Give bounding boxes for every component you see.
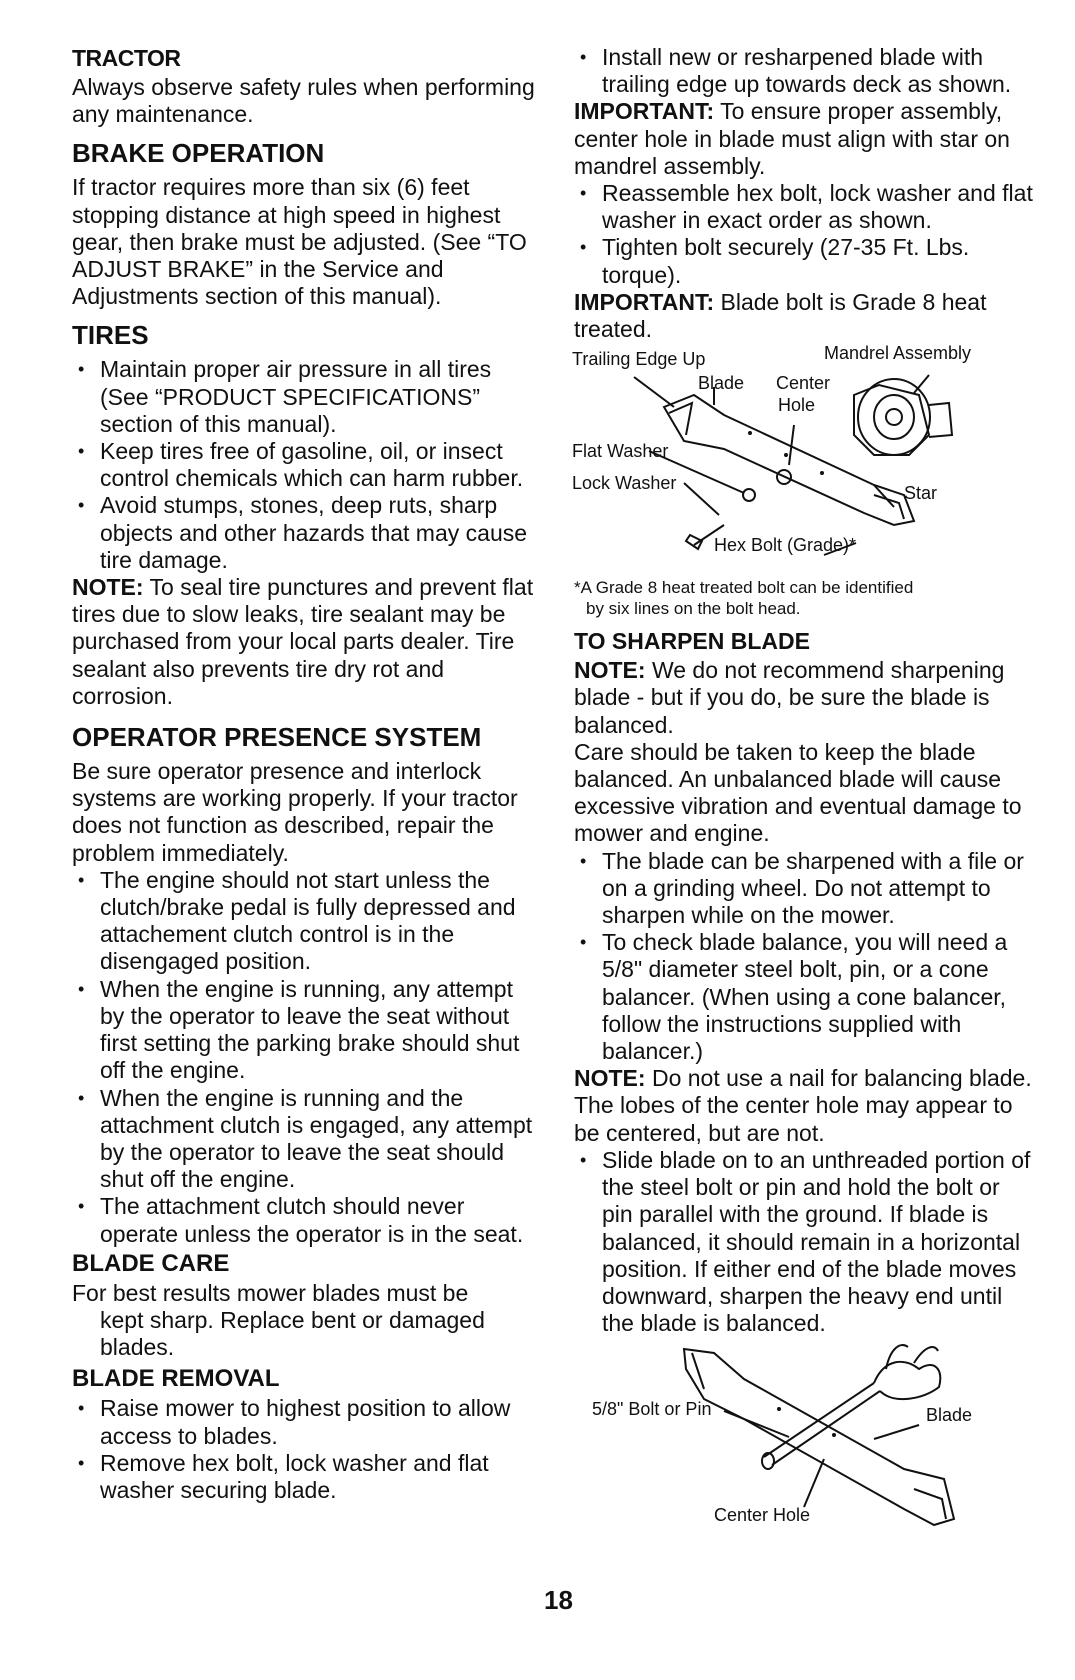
- important-text: To ensure proper assembly, center hole in blade must align with star on mandrel assembly.: [574, 98, 1010, 179]
- list-item: • The attachment clutch should never operate unless the operator is in the seat.: [72, 1193, 542, 1247]
- blade-assembly-figure: [574, 345, 1014, 577]
- hole-label: Hole: [778, 395, 816, 416]
- note-label: NOTE:: [574, 657, 646, 684]
- brake-operation-text: If tractor requires more than six (6) feet stopping distance at high speed in highest gear, then brake must be adjusted. (See “TO ADJUST BRAKE” in the Service and Adjustments section of this manual).: [72, 174, 527, 310]
- reassemble-list: [574, 180, 1034, 289]
- blade-label: Blade: [926, 1405, 973, 1426]
- list-item: • Maintain proper air pressure in all tires (See “PRODUCT SPECIFICATIONS” section of this manual).: [72, 356, 542, 438]
- blade-removal-heading: BLADE REMOVAL: [72, 1365, 280, 1393]
- right-column: [574, 44, 1034, 1539]
- sharpen-note: [574, 657, 1034, 739]
- blade-care-text-1: For best results mower blades must be: [72, 1279, 469, 1306]
- center-label: Center: [776, 373, 831, 394]
- page-number: 18: [544, 1585, 573, 1615]
- important-text: Blade bolt is Grade 8 heat treated.: [574, 288, 987, 343]
- balance-note: [574, 1065, 1034, 1147]
- figure-caption-1: *A Grade 8 heat treated bolt can be identified: [574, 578, 914, 598]
- trailing-edge-label: Trailing Edge Up: [572, 349, 706, 370]
- brake-operation-heading: BRAKE OPERATION: [72, 138, 325, 169]
- blade-care-text-2: kept sharp. Replace bent or damaged blades.: [100, 1306, 485, 1361]
- sharpen-text: Care should be taken to keep the blade balanced. An unbalanced blade will cause excessive vibration and eventual damage to mower and engine.: [574, 738, 1022, 847]
- bolt-or-pin-label: 5/8" Bolt or Pin: [592, 1399, 712, 1420]
- blade-balance-figure: [574, 1339, 1014, 1539]
- note-label: NOTE:: [72, 574, 144, 601]
- list-item: • The engine should not start unless the clutch/brake pedal is fully depressed and attachement clutch control is in the disengaged position.: [72, 867, 542, 976]
- list-item: • Raise mower to highest position to allow access to blades.: [72, 1395, 542, 1449]
- important-note-2: [574, 289, 1034, 343]
- tractor-text: Always observe safety rules when performing any maintenance.: [72, 74, 535, 128]
- list-item: • The blade can be sharpened with a file or on a grinding wheel. Do not attempt to sharpen while on the mower.: [574, 848, 1034, 930]
- operator-presence-list: [72, 867, 542, 1248]
- figure-caption-2: by six lines on the bolt head.: [586, 599, 801, 619]
- sharpen-blade-heading: TO SHARPEN BLADE: [574, 628, 810, 655]
- note-text: Do not use a nail for balancing blade. The lobes of the center hole may appear to be centered, but are not.: [574, 1065, 1032, 1146]
- note-label: NOTE:: [574, 1065, 646, 1092]
- blade-care-heading: BLADE CARE: [72, 1249, 230, 1277]
- tires-list: [72, 356, 542, 574]
- center-hole-label: Center Hole: [714, 1505, 811, 1526]
- star-label: Star: [904, 483, 938, 504]
- list-item: • Install new or resharpened blade with trailing edge up towards deck as shown.: [574, 44, 1034, 98]
- mandrel-assembly-label: Mandrel Assembly: [824, 343, 972, 364]
- blade-label: Blade: [698, 373, 745, 394]
- important-label: IMPORTANT:: [574, 288, 715, 315]
- lock-washer-label: Lock Washer: [572, 473, 677, 494]
- list-item: • Avoid stumps, stones, deep ruts, sharp objects and other hazards that may cause tire damage.: [72, 492, 542, 574]
- tires-note: [72, 574, 542, 710]
- note-text: To seal tire punctures and prevent flat tires due to slow leaks, tire sealant may be purchased from your local parts dealer. Tire sealant also prevents tire dry rot and corrosion.: [72, 574, 534, 709]
- install-list: [574, 44, 1034, 98]
- operator-presence-text: Be sure operator presence and interlock systems are working properly. If your tractor does not function as described, repair the problem immediately.: [72, 758, 518, 866]
- important-note-1: [574, 98, 1034, 180]
- list-item: • Keep tires free of gasoline, oil, or insect control chemicals which can harm rubber.: [72, 438, 542, 492]
- list-item: • When the engine is running and the attachment clutch is engaged, any attempt by the operator to leave the seat should shut off the engine.: [72, 1085, 542, 1194]
- important-label: IMPORTANT:: [574, 98, 715, 125]
- blade-removal-list: [72, 1395, 542, 1504]
- note-text: We do not recommend sharpening blade - but if you do, be sure the blade is balanced.: [574, 657, 1005, 738]
- list-item: • Tighten bolt securely (27-35 Ft. Lbs. torque).: [574, 234, 1034, 288]
- list-item: • Reassemble hex bolt, lock washer and flat washer in exact order as shown.: [574, 180, 1034, 234]
- list-item: • Remove hex bolt, lock washer and flat washer securing blade.: [72, 1450, 542, 1504]
- operator-presence-heading: OPERATOR PRESENCE SYSTEM: [72, 722, 482, 753]
- list-item: • When the engine is running, any attempt by the operator to leave the seat without first setting the parking brake should shut off the engine.: [72, 976, 542, 1085]
- left-column: [72, 44, 542, 1504]
- sharpen-list: [574, 848, 1034, 1066]
- list-item: • Slide blade on to an unthreaded portion of the steel bolt or pin and hold the bolt or pin parallel with the ground. If blade is balanced, it should remain in a horizontal position. If either end of the blade moves downward, sharpen the heavy end until the blade is balanced.: [574, 1147, 1034, 1337]
- hex-bolt-label: Hex Bolt (Grade)*: [714, 535, 857, 556]
- list-item: • To check blade balance, you will need a 5/8" diameter steel bolt, pin, or a cone balancer. (When using a cone balancer, follow the instructions supplied with balancer.): [574, 929, 1034, 1065]
- slide-list: [574, 1147, 1034, 1337]
- tires-heading: TIRES: [72, 320, 149, 351]
- tractor-heading: TRACTOR: [72, 45, 181, 71]
- flat-washer-label: Flat Washer: [572, 441, 669, 462]
